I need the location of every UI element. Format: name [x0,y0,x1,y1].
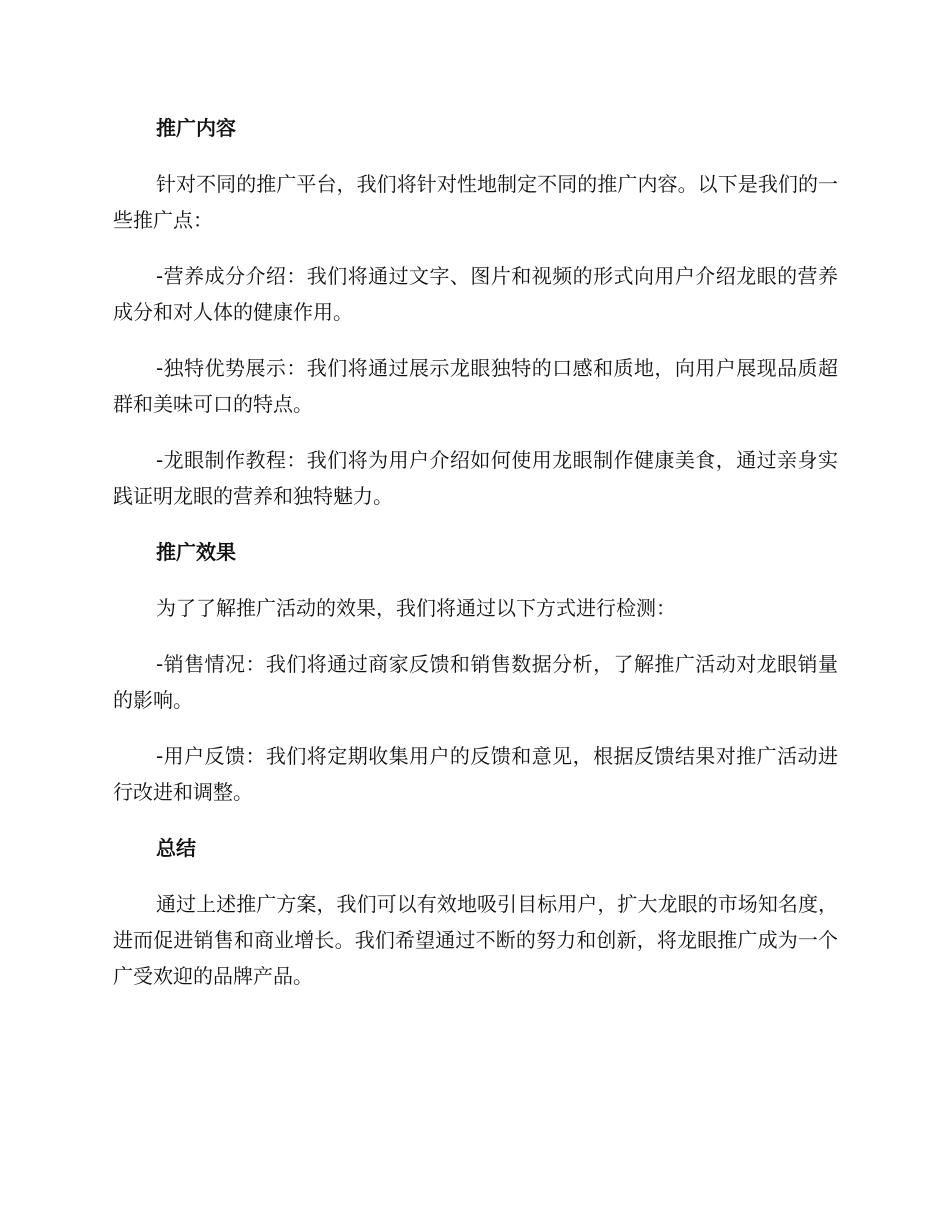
bullet-paragraph: -龙眼制作教程：我们将为用户介绍如何使用龙眼制作健康美食，通过亲身实践证明龙眼的营养和独特魅力。 [113,448,838,508]
bullet-paragraph: -销售情况：我们将通过商家反馈和销售数据分析，了解推广活动对龙眼销量的影响。 [113,652,838,712]
section-heading: 总结 [156,836,196,860]
document-page [113,110,838,1014]
bullet-paragraph: -营养成分介绍：我们将通过文字、图片和视频的形式向用户介绍龙眼的营养成分和对人体的健康作用。 [113,264,838,324]
section-promotion-content [113,110,838,514]
paragraph: 通过上述推广方案，我们可以有效地吸引目标用户，扩大龙眼的市场知名度，进而促进销售和商业增长。我们希望通过不断的努力和创新，将龙眼推广成为一个广受欢迎的品牌产品。 [113,892,838,988]
paragraph: 为了了解推广活动的效果，我们将通过以下方式进行检测： [156,596,676,620]
paragraph: 针对不同的推广平台，我们将针对性地制定不同的推广内容。以下是我们的一些推广点： [113,172,838,232]
section-promotion-effect [113,534,838,810]
bullet-paragraph: -独特优势展示：我们将通过展示龙眼独特的口感和质地，向用户展现品质超群和美味可口的特点。 [113,356,838,416]
section-heading: 推广内容 [156,116,236,140]
bullet-paragraph: -用户反馈：我们将定期收集用户的反馈和意见，根据反馈结果对推广活动进行改进和调整。 [113,744,838,804]
section-heading: 推广效果 [156,540,236,564]
section-summary [113,830,838,994]
